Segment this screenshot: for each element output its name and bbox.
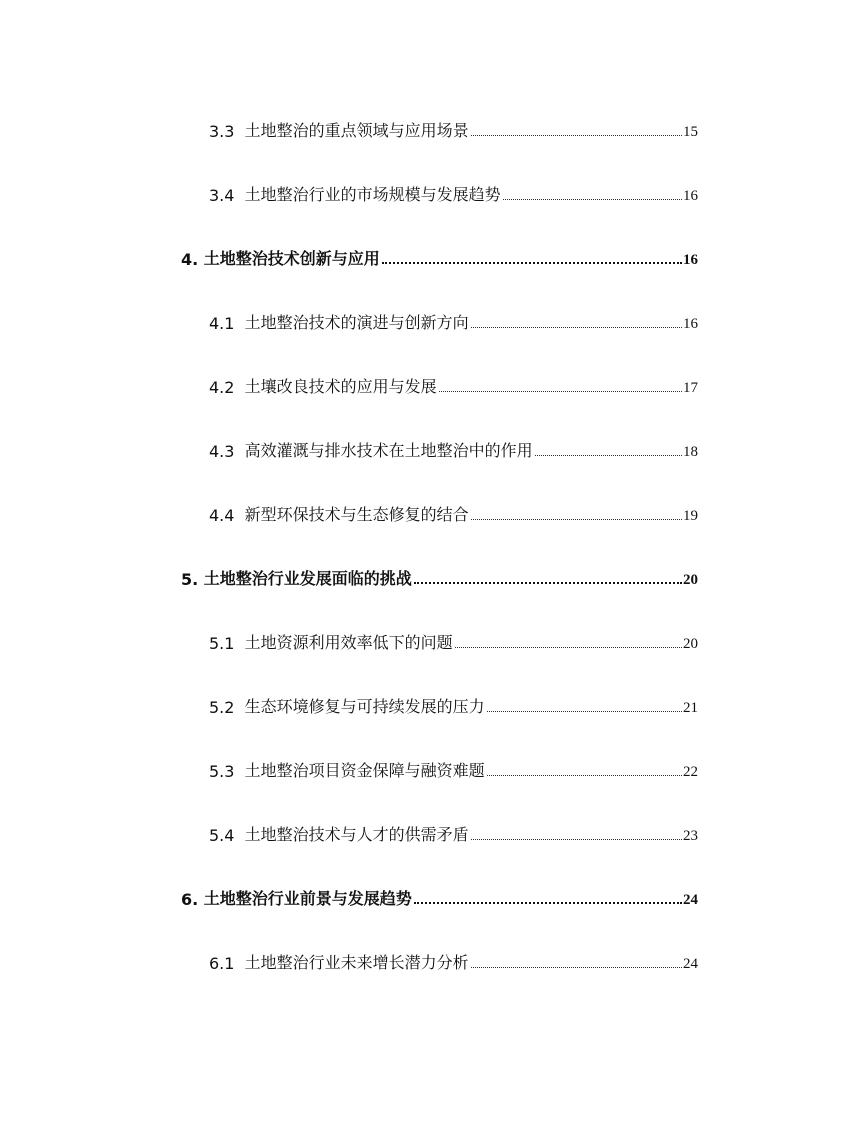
- toc-entry-page: 23: [683, 828, 698, 844]
- toc-entry-number: 4.4: [209, 506, 235, 525]
- toc-entry-page: 16: [683, 188, 698, 204]
- toc-dot-leader: [414, 582, 682, 584]
- toc-entry-6[interactable]: [181, 885, 698, 909]
- toc-entry-page: 24: [683, 956, 698, 972]
- toc-dot-leader: [471, 519, 682, 520]
- toc-entry-title: 生态环境修复与可持续发展的压力: [244, 697, 485, 716]
- toc-entry-number: 4.1: [209, 314, 235, 333]
- toc-entry-4-4[interactable]: [209, 501, 698, 525]
- toc-entry-page: 16: [683, 252, 698, 268]
- toc-entry-5-4[interactable]: [209, 821, 698, 845]
- toc-entry-6-1[interactable]: [209, 949, 698, 973]
- toc-entry-title: 土地整治技术创新与应用: [203, 249, 380, 268]
- toc-entry-5[interactable]: [181, 565, 698, 589]
- toc-entry-4-3[interactable]: [209, 437, 698, 461]
- toc-dot-leader: [414, 902, 682, 904]
- toc-entry-page: 17: [683, 380, 698, 396]
- toc-entry-page: 20: [683, 572, 698, 588]
- toc-dot-leader: [471, 135, 682, 136]
- toc-entry-title: 土地整治行业的市场规模与发展趋势: [244, 185, 501, 204]
- toc-entry-4[interactable]: [181, 245, 698, 269]
- toc-entry-5-3[interactable]: [209, 757, 698, 781]
- toc-dot-leader: [382, 262, 682, 264]
- toc-entry-page: 20: [683, 636, 698, 652]
- toc-entry-page: 21: [683, 700, 698, 716]
- toc-dot-leader: [487, 711, 682, 712]
- toc-dot-leader: [471, 327, 682, 328]
- toc-entry-5-2[interactable]: [209, 693, 698, 717]
- toc-dot-leader: [439, 391, 682, 392]
- toc-entry-page: 18: [683, 444, 698, 460]
- toc-dot-leader: [471, 839, 682, 840]
- toc-entry-title: 土地资源利用效率低下的问题: [244, 633, 453, 652]
- toc-dot-leader: [471, 967, 682, 968]
- toc-entry-5-1[interactable]: [209, 629, 698, 653]
- toc-entry-page: 19: [683, 508, 698, 524]
- toc-entry-4-2[interactable]: [209, 373, 698, 397]
- toc-entry-page: 24: [683, 892, 698, 908]
- toc-entry-title: 土地整治技术与人才的供需矛盾: [244, 825, 469, 844]
- toc-entry-number: 5.: [181, 570, 199, 589]
- toc-entry-page: 15: [683, 124, 698, 140]
- toc-entry-number: 5.4: [209, 826, 235, 845]
- toc-entry-number: 5.2: [209, 698, 235, 717]
- toc-entry-title: 新型环保技术与生态修复的结合: [244, 505, 469, 524]
- toc-entry-number: 6.1: [209, 954, 235, 973]
- toc-dot-leader: [535, 455, 682, 456]
- toc-entry-title: 土地整治行业前景与发展趋势: [203, 889, 412, 908]
- toc-entry-title: 土壤改良技术的应用与发展: [244, 377, 437, 396]
- toc-entry-page: 16: [683, 316, 698, 332]
- toc-entry-title: 土地整治行业未来增长潜力分析: [244, 953, 469, 972]
- toc-dot-leader: [487, 775, 682, 776]
- toc-dot-leader: [455, 647, 682, 648]
- toc-entry-page: 22: [683, 764, 698, 780]
- toc-entry-number: 4.3: [209, 442, 235, 461]
- toc-entry-number: 3.3: [209, 122, 235, 141]
- toc-entry-title: 土地整治的重点领域与应用场景: [244, 121, 469, 140]
- toc-entry-title: 土地整治项目资金保障与融资难题: [244, 761, 485, 780]
- toc-entry-3-4[interactable]: [209, 181, 698, 205]
- toc-entry-number: 4.2: [209, 378, 235, 397]
- toc-entry-3-3[interactable]: [209, 117, 698, 141]
- toc-entry-title: 高效灌溉与排水技术在土地整治中的作用: [244, 441, 533, 460]
- toc-entry-number: 6.: [181, 890, 199, 909]
- toc-entry-number: 3.4: [209, 186, 235, 205]
- toc-entry-number: 5.3: [209, 762, 235, 781]
- toc-entry-number: 5.1: [209, 634, 235, 653]
- toc-entry-title: 土地整治技术的演进与创新方向: [244, 313, 469, 332]
- toc-dot-leader: [503, 199, 682, 200]
- toc-entry-4-1[interactable]: [209, 309, 698, 333]
- toc-entry-number: 4.: [181, 250, 199, 269]
- toc-entry-title: 土地整治行业发展面临的挑战: [203, 569, 412, 588]
